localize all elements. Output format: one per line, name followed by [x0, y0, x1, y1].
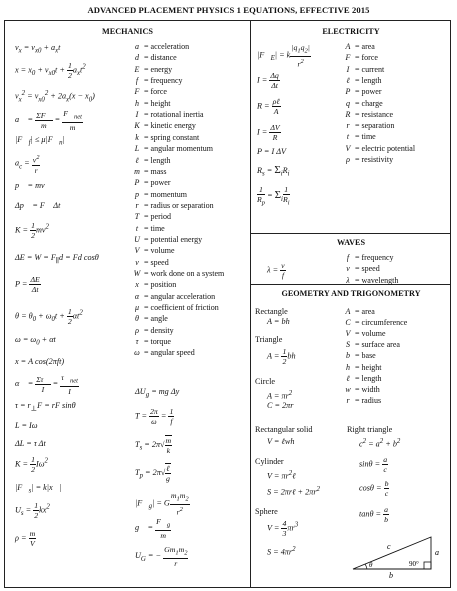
equals-sign: =: [142, 110, 151, 120]
mechanics-variable-row: [132, 235, 202, 245]
variable-symbol: P: [134, 178, 140, 188]
eq-ohm: I = $\frac{\Delta V}{R}$: [257, 123, 280, 142]
equals-sign: =: [142, 234, 151, 244]
variable-symbol: I: [135, 110, 139, 120]
geometry-variable-row: [343, 385, 380, 395]
equals-sign: =: [353, 109, 362, 119]
variable-symbol: S: [346, 340, 350, 350]
variable-description: angle: [150, 314, 168, 324]
variable-symbol: W: [133, 269, 141, 278]
eq-gravity-field: g⃗ = $\frac{F⃗_g}{m}$: [135, 517, 171, 540]
equals-sign: =: [142, 53, 151, 63]
equals-sign: =: [353, 253, 362, 262]
mechanics-variable-row: [132, 76, 183, 86]
variable-symbol: v: [135, 257, 139, 267]
variable-symbol: μ: [134, 303, 139, 313]
mechanics-variable-row: [132, 87, 167, 97]
eq-momentum: p⃗ = mv⃗: [15, 181, 51, 190]
mechanics-variable-row: [132, 292, 215, 302]
geometry-variable-row: [343, 351, 376, 361]
tri-label-a: a: [435, 548, 439, 557]
variable-symbol: λ: [346, 275, 350, 285]
variable-description: rotational inertia: [150, 110, 204, 120]
mechanics-variable-row: [132, 224, 165, 234]
variable-description: separation: [361, 121, 395, 131]
geometry-variable-row: [343, 374, 382, 384]
heading-geometry: GEOMETRY AND TRIGONOMETRY: [281, 289, 421, 298]
mechanics-variable-row: [132, 121, 196, 131]
eq-rotational-ke: K = $\frac{1}{2}$ $I\omega^2$: [15, 455, 48, 474]
mechanics-variable-row: [132, 348, 195, 358]
variable-description: surface area: [361, 340, 400, 350]
eq-angular-impulse: ΔL = τ Δt: [15, 439, 46, 448]
variable-symbol: k: [135, 132, 139, 142]
waves-variable-row: [343, 276, 398, 286]
variable-description: radius or separation: [150, 200, 214, 210]
mechanics-variable-row: [132, 99, 171, 109]
label-cylinder: Cylinder: [255, 457, 284, 466]
variable-description: period: [150, 212, 171, 222]
equals-sign: =: [142, 178, 151, 188]
eq-work: $\Delta E = W = F_\parallel d = Fd$ cosθ: [15, 253, 99, 265]
heading-mechanics: MECHANICS: [102, 27, 153, 36]
variable-symbol: ρ: [135, 325, 139, 335]
variable-symbol: ω: [134, 348, 140, 358]
variable-symbol: F: [345, 53, 351, 63]
geometry-variable-row: [343, 396, 381, 406]
variable-description: speed: [150, 257, 169, 267]
equals-sign: =: [353, 264, 362, 274]
variable-description: mass: [150, 166, 167, 176]
variable-description: spring constant: [150, 132, 200, 142]
equation-sheet: [4, 20, 451, 588]
electricity-variable-row: [343, 76, 382, 86]
equals-sign: =: [142, 280, 151, 290]
geometry-variable-row: [343, 363, 382, 373]
electricity-variable-row: [343, 53, 378, 63]
electricity-variable-row: [343, 132, 376, 142]
eq-impulse: Δp⃗ = F⃗ Δt: [15, 201, 61, 210]
eq-sine: sinθ = $\frac{a}{c}$: [359, 455, 388, 474]
label-right-triangle: Right triangle: [347, 425, 393, 434]
eq-gravity-pe: $U_G$ = − $\frac{Gm_1m_2}{r}$: [135, 545, 188, 568]
variable-description: distance: [150, 53, 177, 63]
equals-sign: =: [142, 42, 151, 51]
mechanics-variable-row: [132, 65, 172, 75]
eq-gravity-pe-change: $\Delta U_g$ = mg Δy: [135, 387, 180, 399]
variable-symbol: w: [345, 384, 351, 394]
equals-sign: =: [353, 329, 362, 339]
variable-symbol: r: [346, 121, 350, 131]
variable-description: acceleration: [150, 42, 190, 51]
geometry-variable-row: [343, 318, 407, 328]
mechanics-variable-row: [132, 212, 171, 222]
variable-description: torque: [150, 337, 171, 347]
eq-newton-second: a⃗ = $\frac{\Sigma F⃗}{m}$ = $F⃗_{net}$ m: [15, 109, 82, 132]
variable-description: area: [361, 42, 375, 51]
equals-sign: =: [353, 42, 362, 51]
mechanics-variable-row: [132, 144, 213, 154]
equals-sign: =: [142, 98, 151, 108]
equals-sign: =: [142, 87, 151, 97]
variable-description: angular momentum: [150, 144, 213, 154]
eq-wave: λ = $\frac{v}{f}$: [267, 261, 285, 280]
equals-sign: =: [353, 132, 362, 142]
variable-symbol: t: [135, 223, 139, 233]
eq-hooke: $|F⃗_s|$ = k|x⃗|: [15, 483, 62, 495]
eq-centripetal: $a_c$ = $\frac{v^2}{r}$: [15, 154, 40, 175]
eq-friction: $|F⃗_f|$ ≤ $\mu|F⃗_n|$: [15, 135, 65, 147]
label-circle: Circle: [255, 377, 276, 386]
variable-symbol: h: [346, 362, 350, 372]
label-triangle: Triangle: [255, 335, 283, 344]
geometry-variable-row: [343, 340, 400, 350]
variable-symbol: ℓ: [346, 75, 350, 85]
eq-spring-period: $T_s = 2\pi√$ $\frac{m}{k}$: [135, 436, 172, 455]
equals-sign: =: [353, 98, 362, 108]
mechanics-variable-row: [132, 178, 171, 188]
equals-sign: =: [142, 121, 151, 131]
equals-sign: =: [353, 155, 362, 164]
variable-symbol: K: [134, 121, 140, 131]
variable-description: base: [361, 351, 376, 361]
eq-sphere-volume: V = $\frac{4}{3}$ $\pi r^3$: [267, 519, 299, 538]
variable-description: density: [150, 325, 174, 335]
tri-label-theta: θ: [369, 561, 373, 569]
variable-description: volume: [150, 246, 175, 256]
waves-variable-row: [343, 264, 380, 274]
mechanics-variable-row: [132, 280, 176, 290]
variable-description: coefficient of friction: [150, 303, 219, 313]
variable-symbol: τ: [135, 337, 139, 347]
variable-description: power: [361, 87, 382, 97]
eq-box-volume: V = ℓwh: [267, 437, 295, 446]
variable-symbol: f: [346, 253, 350, 262]
eq-circumference: C = 2πr: [267, 401, 294, 410]
variable-symbol: F: [134, 87, 140, 97]
variable-description: force: [150, 87, 167, 97]
equals-sign: =: [353, 373, 362, 383]
eq-power: P = $\frac{\Delta E}{\Delta t}$: [15, 275, 40, 294]
equals-sign: =: [353, 384, 362, 394]
label-sphere: Sphere: [255, 507, 278, 516]
variable-description: radius: [361, 395, 382, 405]
equals-sign: =: [353, 395, 362, 405]
divider-waves: [250, 233, 450, 234]
equals-sign: =: [353, 318, 362, 328]
label-rectangle: Rectangle: [255, 307, 288, 316]
variable-description: circumference: [361, 318, 408, 328]
eq-cyl-volume: $V = \pi r^2\ell$: [267, 470, 296, 481]
mechanics-variable-row: [132, 246, 175, 256]
mechanics-variable-row: [132, 269, 224, 279]
variable-description: height: [361, 362, 382, 372]
eq-torque: $\tau = r_\perp F$ = rF sinθ: [15, 401, 76, 413]
variable-description: resistance: [361, 109, 394, 119]
variable-description: area: [361, 307, 375, 316]
equals-sign: =: [142, 337, 151, 347]
variable-symbol: a: [135, 42, 139, 51]
column-divider: [250, 21, 251, 587]
equals-sign: =: [353, 64, 362, 74]
mechanics-variable-row: [132, 190, 187, 200]
eq-velocity: $v_x = v_{x0} + a_xt$: [15, 43, 61, 55]
variable-symbol: d: [135, 53, 139, 63]
eq-velocity-squared: $v_x^2 = v_{x0}^2 + 2a_x(x - x_0)$: [15, 90, 95, 104]
eq-period: T = $\frac{2\pi}{\omega}$ = $\frac{1}{f}$: [135, 407, 174, 426]
eq-angular-accel: α⃗ = $\frac{\Sigma\tau⃗}{I}$ = $\tau⃗_{net}$ I: [15, 373, 78, 396]
variable-symbol: P: [345, 87, 351, 97]
equals-sign: =: [142, 325, 151, 335]
variable-symbol: p: [135, 189, 139, 199]
electricity-variable-row: [343, 121, 394, 131]
electricity-variable-row: [343, 144, 415, 154]
variable-symbol: x: [135, 280, 139, 290]
equals-sign: =: [353, 362, 362, 372]
mechanics-variable-row: [132, 337, 171, 347]
eq-parallel: $\frac{1}{R_p}$ = $\Sigma_i$ $\frac{1}{R_i}$: [257, 185, 290, 207]
variable-symbol: q: [346, 98, 350, 108]
mechanics-variable-row: [132, 314, 168, 324]
eq-position: $x = x_0 + v_{x0}t$ + $\frac{1}{2}$ $a_xt^2$: [15, 61, 86, 80]
variable-description: length: [361, 373, 382, 383]
eq-current: I = $\frac{\Delta q}{\Delta t}$: [257, 71, 279, 90]
tri-label-c: c: [387, 542, 391, 551]
variable-symbol: f: [135, 76, 139, 86]
mechanics-variable-row: [132, 53, 177, 63]
eq-pythagorean: $c^2 = a^2 + b^2$: [359, 438, 401, 449]
eq-coulomb: $|F⃗_E| = k$ $\frac{|q_1q_2|}{r^2}$: [257, 43, 310, 69]
mechanics-variable-row: [132, 42, 189, 52]
mechanics-variable-row: [132, 303, 219, 313]
geometry-variable-row: [343, 329, 386, 339]
equals-sign: =: [353, 75, 362, 85]
mechanics-variable-row: [132, 156, 171, 166]
variable-description: height: [150, 98, 171, 108]
variable-description: energy: [150, 64, 173, 74]
equals-sign: =: [353, 340, 362, 350]
variable-symbol: v: [346, 264, 350, 274]
variable-symbol: R: [345, 109, 351, 119]
equals-sign: =: [142, 155, 151, 165]
eq-circle-area: $A = \pi r^2$: [267, 390, 293, 401]
geometry-variable-row: [343, 307, 375, 317]
equals-sign: =: [142, 269, 151, 278]
page-title: ADVANCED PLACEMENT PHYSICS 1 EQUATIONS, EFFECTIVE 2015: [87, 5, 370, 15]
tri-label-b: b: [389, 571, 393, 579]
eq-cosine: cosθ = $\frac{b}{c}$: [359, 479, 389, 498]
variable-description: position: [150, 280, 177, 290]
equals-sign: =: [142, 212, 151, 222]
eq-elec-power: P = I ΔV: [257, 147, 287, 156]
variable-symbol: T: [134, 212, 140, 222]
variable-description: volume: [361, 329, 386, 339]
eq-angular-momentum: L = Iω: [15, 421, 38, 430]
right-triangle-diagram: [345, 527, 445, 579]
variable-description: charge: [361, 98, 383, 108]
heading-electricity: ELECTRICITY: [322, 27, 380, 36]
equals-sign: =: [142, 189, 151, 199]
waves-variable-row: [343, 253, 394, 263]
eq-angular-velocity: $\omega = \omega_0 + \alpha t$: [15, 335, 56, 347]
variable-description: force: [361, 53, 378, 63]
variable-symbol: ℓ: [135, 155, 139, 165]
equals-sign: =: [142, 200, 151, 210]
eq-tri-area: A = $\frac{1}{2}$ bh: [267, 347, 296, 366]
variable-description: momentum: [150, 189, 187, 199]
variable-symbol: A: [345, 42, 351, 51]
variable-description: speed: [361, 264, 380, 274]
variable-description: potential energy: [150, 234, 203, 244]
equals-sign: =: [142, 166, 151, 176]
variable-symbol: r: [135, 200, 139, 210]
variable-symbol: C: [345, 318, 351, 328]
equals-sign: =: [142, 348, 151, 358]
equals-sign: =: [353, 351, 362, 361]
variable-description: angular acceleration: [150, 291, 216, 301]
variable-symbol: L: [134, 144, 140, 154]
electricity-variable-row: [343, 42, 375, 52]
eq-pendulum-period: $T_p = 2\pi√$ ℓ g: [135, 464, 170, 483]
eq-rect-area: A = bh: [267, 317, 290, 326]
eq-tangent: tanθ = $\frac{a}{b}$: [359, 505, 389, 524]
heading-waves: WAVES: [336, 238, 366, 247]
variable-symbol: t: [346, 132, 350, 142]
variable-symbol: U: [134, 234, 140, 244]
eq-shm: x = A cos(2πft): [15, 357, 65, 366]
equals-sign: =: [142, 257, 151, 267]
equals-sign: =: [353, 53, 362, 63]
eq-gravitation: $|F⃗_g| = G$ $\frac{m_1m_2}{r^2}$: [135, 491, 189, 517]
equals-sign: =: [142, 223, 151, 233]
mechanics-variable-row: [132, 201, 214, 211]
variable-symbol: V: [345, 143, 351, 153]
variable-description: frequency: [150, 76, 183, 86]
variable-symbol: b: [346, 351, 350, 361]
variable-description: wavelength: [361, 275, 399, 285]
variable-symbol: I: [346, 64, 350, 74]
equals-sign: =: [142, 76, 151, 86]
eq-resistance: R = ρℓ A: [257, 97, 280, 116]
electricity-variable-row: [343, 99, 383, 109]
variable-symbol: E: [134, 64, 140, 74]
equals-sign: =: [142, 144, 151, 154]
variable-symbol: V: [134, 246, 140, 256]
electricity-variable-row: [343, 110, 393, 120]
mechanics-variable-row: [132, 326, 174, 336]
electricity-variable-row: [343, 155, 393, 165]
eq-density: ρ = $\frac{m}{V}$: [15, 529, 36, 548]
equals-sign: =: [353, 143, 362, 153]
variable-description: resistivity: [361, 155, 394, 164]
equals-sign: =: [353, 87, 362, 97]
variable-description: time: [150, 223, 165, 233]
tri-label-right: 90°: [409, 560, 419, 568]
equals-sign: =: [353, 121, 362, 131]
variable-description: work done on a system: [150, 269, 225, 278]
label-rect-solid: Rectangular solid: [255, 425, 313, 434]
variable-description: width: [361, 384, 380, 394]
variable-symbol: r: [346, 395, 350, 405]
equals-sign: =: [142, 132, 151, 142]
variable-symbol: V: [345, 329, 351, 339]
equals-sign: =: [142, 303, 151, 313]
variable-description: length: [361, 75, 382, 85]
variable-symbol: ℓ: [346, 373, 350, 383]
variable-symbol: α: [134, 291, 140, 301]
eq-angular-position: $\theta = \theta_0 + \omega_0t$ + $\frac{1}{2}$ $\alpha t^2$: [15, 307, 83, 326]
eq-sphere-surface: $S = 4\pi r^2$: [267, 546, 296, 557]
variable-description: angular speed: [150, 348, 195, 358]
mechanics-variable-row: [132, 133, 199, 143]
eq-spring-pe: $U_s$ = $\frac{1}{2}$ $kx^2$: [15, 501, 50, 520]
variable-description: length: [150, 155, 171, 165]
equals-sign: =: [142, 246, 151, 256]
variable-description: time: [361, 132, 376, 142]
variable-symbol: h: [135, 98, 139, 108]
eq-series: $R_s = \Sigma_iR_i$: [257, 164, 290, 178]
mechanics-variable-row: [132, 258, 169, 268]
variable-description: power: [150, 178, 171, 188]
mechanics-variable-row: [132, 110, 204, 120]
eq-cyl-surface: S = 2πrℓ + $2\pi r^2$: [267, 486, 320, 497]
variable-symbol: ρ: [346, 155, 350, 164]
equals-sign: =: [142, 314, 151, 324]
variable-symbol: m: [134, 166, 140, 176]
mechanics-variable-row: [132, 167, 167, 177]
variable-description: frequency: [361, 253, 394, 262]
eq-kinetic-energy: K = $\frac{1}{2}$ $mv^2$: [15, 221, 49, 240]
electricity-variable-row: [343, 87, 382, 97]
variable-description: current: [361, 64, 385, 74]
equals-sign: =: [142, 291, 151, 301]
electricity-variable-row: [343, 65, 384, 75]
variable-description: kinetic energy: [150, 121, 196, 131]
equals-sign: =: [353, 307, 362, 316]
equals-sign: =: [353, 275, 362, 285]
variable-description: electric potential: [361, 143, 416, 153]
variable-symbol: θ: [135, 314, 139, 324]
equals-sign: =: [142, 64, 151, 74]
variable-symbol: A: [345, 307, 351, 316]
